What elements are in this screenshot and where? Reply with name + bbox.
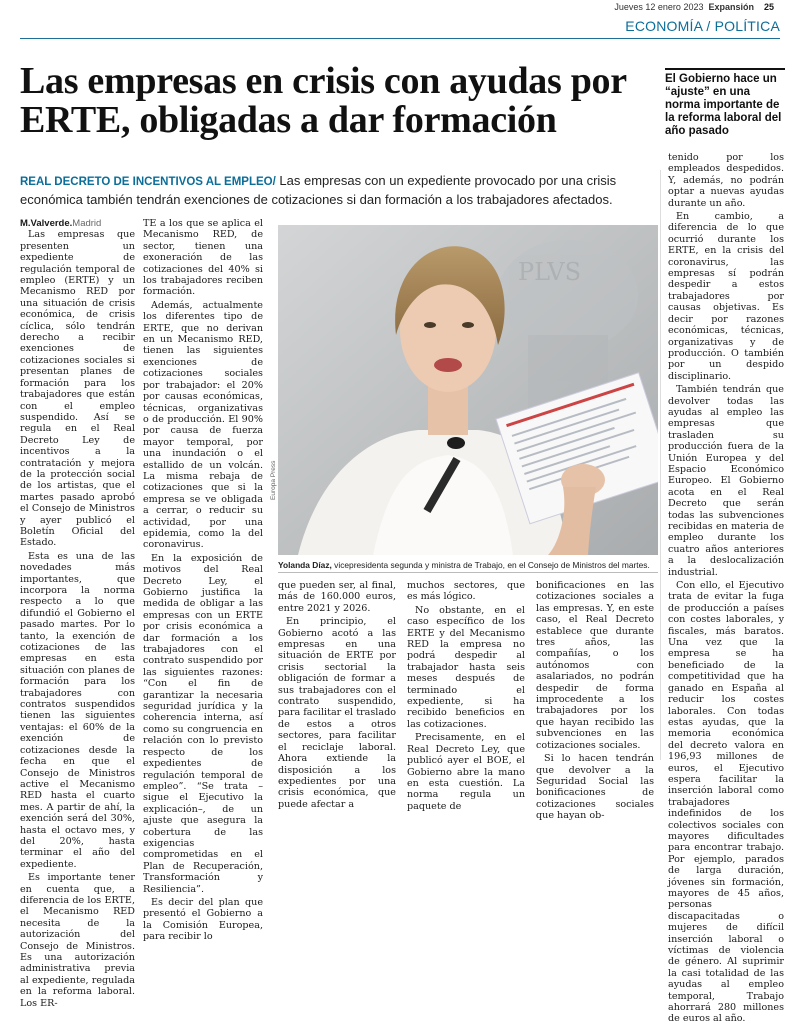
article-column-5 — [536, 580, 654, 824]
article-column-3 — [278, 580, 396, 812]
paragraph: Esta es una de las novedades más importantes, que incorpora la norma respecto a lo que difundió el Gobierno el pasado martes. Por lo tanto, la exención de cotizaciones de las empresas en esta situación con planes de formación para los trabajadores con contratos suspendidos tienen las siguientes ventajas: el 60% de la exención de cotizaciones desde la fecha en que el Consejo de Ministros active el Mecanismo RED hasta el cuarto mes. A partir de ahí, la exención será del 30%, hasta el octavo mes, y del 20%, hasta terminar el año del expediente. — [20, 550, 135, 870]
paragraph: En la exposición de motivos del Real Decreto Ley, el Gobierno justifica la medida de obligar a las empresas con un ERTE por crisis económica a dar formación a los trabajadores con el contrato suspendido por las siguientes razones: “Con el fin de garantizar la necesaria seguridad jurídica y la coherencia interna, así como su congruencia en relación con lo previsto respecto de los expedientes de regulación temporal de empleo”. “Se trata –sigue el Ejecutivo la explicación–, de un ajuste que asegura la cobertura de las exigencias comprometidas en el Plan de Recuperación, Transformación y Resiliencia”. — [143, 552, 263, 895]
article-column-6 — [668, 152, 784, 1027]
sidebar-title: El Gobierno hace un “ajuste” en una norma importante de la reforma laboral del año pasado — [665, 73, 782, 137]
paragraph: Las empresas que presenten un expediente de regulación temporal de empleo (ERTE) y un Mecanismo RED por una situación de crisis económica, de crisis cíclica, sólo tendrán derecho a recibir exenciones de cotizaciones sociales si presentan planes de formación para los trabajadores que están con el empleo suspendido. Así se regula en el Real Decreto Ley de incentivos a la contratación y mejora de la protección social de los artistas, que el martes pasado aprobó el Consejo de Ministros y ayer publicó el Boletín Oficial del Estado. — [20, 229, 135, 549]
caption-text: vicepresidenta segunda y ministra de Trabajo, en el Consejo de Ministros del martes. — [331, 560, 650, 570]
paragraph: muchos sectores, que es más lógico. — [407, 580, 525, 603]
paragraph: bonificaciones en las cotizaciones sociales a las empresas. Y, en este caso, el Real Decreto establece que durante tres años, las compañías, o los autónomos con asalariados, no podrán despedir de forma improcedente a los trabajadores por los que hayan recibido las subvenciones en las cotizaciones sociales. — [536, 580, 654, 751]
photo-credit: Europa Press — [270, 460, 277, 500]
deck — [20, 172, 660, 208]
paragraph: Es importante tener en cuenta que, a diferencia de los ERTE, el Mecanismo RED necesita de la autorización del Consejo de Ministros. Es una autorización administrativa previa al expediente, regulada en la reforma laboral. Los ER- — [20, 872, 135, 1009]
deck-kicker: REAL DECRETO DE INCENTIVOS AL EMPLEO/ — [20, 176, 276, 188]
article-column-4 — [407, 580, 525, 814]
paragraph: Si lo hacen tendrán que devolver a la Seguridad Social las bonificaciones de cotizaciones sociales que hayan ob- — [536, 753, 654, 822]
page-number: 25 — [763, 2, 774, 12]
paper-name: Expansión — [708, 2, 754, 12]
paragraph: En cambio, a diferencia de lo que ocurrió durante los ERTE, en la crisis del coronavirus, las empresas sí podrán despedir a estos trabajadores por causas objetivas. Es decir por razones económicas, técnicas, organizativas y de producción. O también por un despido disciplinario. — [668, 211, 784, 382]
paragraph: Precisamente, en el Real Decreto Ley, que publicó ayer el BOE, el Gobierno abre la mano en esta cuestión. La norma regula un paquete de — [407, 732, 525, 812]
wall-text: PLVS — [518, 258, 582, 286]
article-column-1 — [20, 218, 135, 1011]
top-rule — [20, 38, 780, 39]
sidebar-rule — [665, 68, 785, 70]
article-column-2 — [143, 218, 263, 945]
article-photo — [278, 225, 658, 555]
paragraph: En principio, el Gobierno acotó a las empresas en una situación de ERTE por crisis sectorial la obligación de formar a sus trabajadores con el contrato suspendido, para facilitar el traslado de estos a otros sectores, para facilitar el reciclaje laboral. Ahora extiende la disposición a los expedientes por una crisis económica, que puede afectar a — [278, 616, 396, 810]
section-label: ECONOMÍA / POLÍTICA — [625, 18, 780, 34]
paragraph: que pueden ser, al final, más de 160.000 euros, entre 2021 y 2026. — [278, 580, 396, 614]
photo-caption — [278, 560, 658, 570]
paragraph: Además, actualmente los diferentes tipo de ERTE, que no derivan en un Mecanismo RED, tienen las siguientes exenciones de cotizaciones sociales por trabajador: el 20% por causas económicas, técnicas, organizativas o de producción. El 90% por causa de fuerza mayor temporal, por una inundación o el estallido de un volcán. La misma rebaja de cotizaciones que si la empresa se ve obligada a cerrar, o reducir su actividad, por una epidemia, como la del coronavirus. — [143, 299, 263, 551]
issue-date — [614, 2, 754, 12]
paragraph: Es decir del plan que presentó el Gobierno a la Comisión Europea, para recibir lo — [143, 896, 263, 943]
paragraph: Con ello, el Ejecutivo trata de evitar la fuga de producción a países con costes laborales, y fiscales, más baratos. Una vez que la empresa se ha beneficiado de la competitividad que ha ganado en España al reducir los costes laborales. Con todas estas ayudas, que la memoria económica del decreto valora en 196,93 millones de euros, el Ejecutivo espera facilitar la inserción laboral como trabajadores indefinidos de los colectivos sociales con mayores dificultades para encontrar trabajo. Por ejemplo, parados de larga duración, jóvenes sin formación, mayores de 45 años, personas discapacitadas o mujeres de difícil inserción laboral o víctimas de violencia de género. Al suprimir la casi totalidad de las ayudas al empleo temporal, Trabajo ahorrará 280 millones de euros al año. — [668, 580, 784, 1025]
caption-name: Yolanda Díaz, — [278, 560, 332, 570]
caption-rule — [278, 572, 658, 573]
headline: Las empresas en crisis con ayudas por ERTE, obligadas a dar formación — [20, 60, 627, 141]
paragraph: TE a los que se aplica el Mecanismo RED, de sector, tienen una exoneración de las cotizaciones del 40% si los trabajadores reciben formación. — [143, 218, 263, 298]
byline-place: Madrid — [72, 218, 102, 229]
deck-text: Las empresas con un expediente provocado por una crisis económica también tendrán exenciones de cotizaciones si dan formación a los trabajadores afectados. — [20, 173, 617, 207]
photo-illustration — [278, 225, 658, 555]
byline-author: M.Valverde. — [20, 218, 73, 229]
paragraph: tenido por los empleados despedidos. Y, además, no podrán optar a nuevas ayudas durante un año. — [668, 152, 784, 209]
paragraph: No obstante, en el caso específico de los ERTE y del Mecanismo RED la empresa no podrá despedir al trabajador hasta seis meses después de terminado el expediente, si ha recibido beneficios en las cotizaciones. — [407, 604, 525, 730]
date-text: Jueves 12 enero 2023 — [614, 2, 704, 12]
paragraph: También tendrán que devolver todas las ayudas al empleo las empresas que trasladen su producción fuera de la Unión Europea y del Espacio Económico Europeo. El Gobierno acota en el Real Decreto que serán todas las subvenciones recibidas en materia de empleo durante los cuatro años anteriores a la deslocalización industrial. — [668, 384, 784, 578]
byline — [20, 218, 135, 229]
column-divider — [660, 170, 661, 760]
